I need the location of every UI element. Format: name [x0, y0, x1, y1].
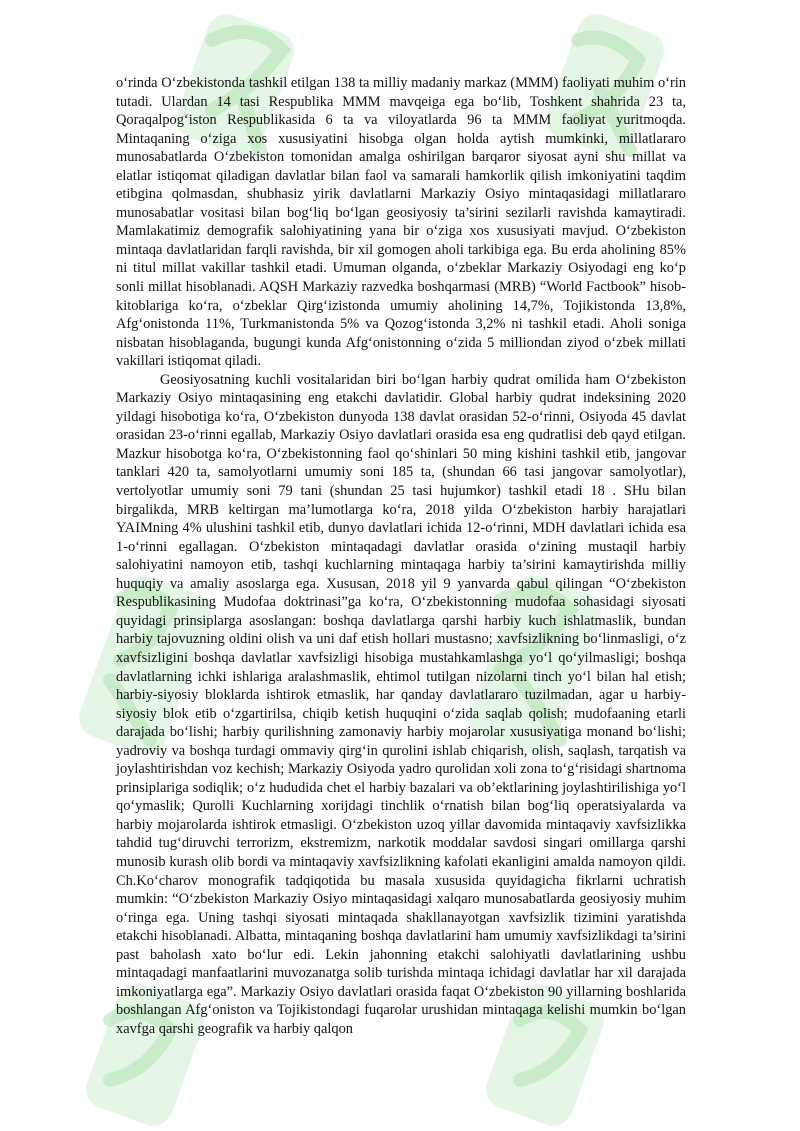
document-body	[116, 74, 686, 1038]
paragraph-2: Geosiyosatning kuchli vositalaridan biri bo‘lgan harbiy qudrat omilida ham O‘zbekiston Markaziy Osiyo mintaqasining eng etakchi davlatidir. Global harbiy qudrat indeksining 2020 yildagi hisobotiga ko‘ra, O‘zbekiston dunyoda 138 davlat orasidan 52-o‘rinni, Osiyoda 45 davlat orasidan 23-o‘rinni egallab, Markaziy Osiyo davlatlari orasida esa eng qudratlisi deb qayd etilgan. Mazkur hisobotga ko‘ra, O‘zbekistonning faol qo‘shinlari 50 ming kishini tashkil etib, jangovar tanklari 420 ta, samolyotlarni umumiy soni 185 ta, (shundan 66 tasi jangovar samolyotlar), vertolyotlar umumiy soni 79 tani (shundan 25 tasi hujumkor) tashkil etadi 18 . SHu bilan birgalikda, MRB keltirgan ma’lumotlarga ko‘ra, 2018 yilda O‘zbekiston harbiy harajatlari YAIMning 4% ulushini tashkil etib, dunyo davlatlari ichida 12-o‘rinni, MDH davlatlari ichida esa 1-o‘rinni egallagan. O‘zbekiston mintaqadagi davlatlar orasida o‘zining mustaqil harbiy salohiyatini namoyon etib, tashqi kuchlarning mintaqaga harbiy ta’sirini kamaytirishda milliy huquqiy va amaliy asoslarga ega. Xususan, 2018 yil 9 yanvarda qabul qilingan “O‘zbekiston Respublikasining Mudofaa doktrinasi”ga ko‘ra, O‘zbekistonning mudofaa sohasidagi siyosati quyidagi prinsiplarga asoslangan: boshqa davlatlarga qarshi harbiy kuch ishlatmaslik, bundan harbiy tajovuzning oldini olish va uni daf etish hollari mustasno; xavfsizlikning bo‘linmasligi, o‘z xavfsizligini boshqa davlatlar xavfsizligi hisobiga mustahkamlashga yo‘l qo‘yilmasligi; boshqa davlatlarning ichki ishlariga aralashmaslik, ehtimol tutilgan nizolarni tinch yo‘l bilan hal etish; harbiy-siyosiy bloklarda ishtirok etmaslik, har qanday davlatlararo tuzilmadan, agar u harbiy-siyosiy blok etib o‘zgartirilsa, chiqib ketish huquqini o‘zida saqlab qolish; mudofaaning etarli darajada bo‘lishi; harbiy qurilishning zamonaviy harbiy mojarolar xususiyatiga monand bo‘lishi; yadroviy va boshqa turdagi ommaviy qirg‘in qurolini ishlab chiqarish, olish, saqlash, tarqatish va joylashtirishdan voz kechish; Markaziy Osiyoda yadro qurolidan xoli zona to‘g‘risidagi shartnoma prinsiplariga sodiqlik; o‘z hududida chet el harbiy bazalari va ob’ektlarining joylashtirilishiga yo‘l qo‘ymaslik; Qurolli Kuchlarning xorijdagi tinchlik o‘rnatish bilan bog‘liq operatsiyalarda va harbiy mojarolarda ishtirok etmasligi. O‘zbekiston uzoq yillar davomida mintaqaviy xavfsizlikka tahdid tug‘diruvchi terrorizm, ekstremizm, narkotik moddalar savdosi singari omillarga qarshi munosib kurash olib bordi va mintaqaviy xavfsizlikning kafolati ekanligini amalda namoyon qildi. Ch.Ko‘charov monografik tadqiqotida bu masala xususida quyidagicha fikrlarni uchratish mumkin: “O‘zbekiston Markaziy Osiyo mintaqasidagi xalqaro munosabatlarda geosiyosiy muhim o‘ringa ega. Uning tashqi siyosati mintaqada shakllanayotgan xavfsizlik tizimini yaratishda etakchi hisoblanadi. Albatta, mintaqaning boshqa davlatlarini ham umumiy xavfsizlikdagi ta’sirini past baholash xato bo‘lur edi. Lekin jahonning etakchi salohiyatli davlatlarining ushbu mintaqadagi manfaatlarini muvozanatga solib turishda mintaqa ichidagi davlatlar har xil darajada imkoniyatlarga ega”. Markaziy Osiyo davlatlari orasida faqat O‘zbekiston 90 yillarning boshlarida boshlangan Afg‘oniston va Tojikistondagi fuqarolar urushidan mintaqaga kelishi mumkin bo‘lgan xavfga qarshi geografik va harbiy qalqon	[116, 371, 686, 1037]
paragraph-1: o‘rinda O‘zbekistonda tashkil etilgan 138 ta milliy madaniy markaz (MMM) faoliyati muhim o‘rin tutadi. Ulardan 14 tasi Respublika MMM mavqeiga ega bo‘lib, Toshkent shahrida 23 ta, Qoraqalpog‘iston Respublikasida 6 ta va viloyatlarda 96 ta MMM faoliyat yuritmoqda. Mintaqaning o‘ziga xos xususiyatini hisobga olgan holda aytish mumkinki, millatlararo munosabatlarda O‘zbekiston tomonidan amalga oshirilgan barqaror siyosat ayni shu millat va elatlar istiqomat qiladigan davlatlar bilan faol va samarali hamkorlik qilish imkoniyatini taqdim etibgina qolmasdan, shubhasiz yirik davlatlarni Markaziy Osiyo mintaqasidagi millatlararo munosabatlar vositasi bilan bog‘liq bo‘lgan geosiyosiy ta’sirini sezilarli ravishda kamaytiradi. Mamlakatimiz demografik salohiyatining yana bir o‘ziga xos xususiyati mavjud. O‘zbekiston mintaqa davlatlaridan farqli ravishda, bir xil gomogen aholi tarkibiga ega. Bu erda aholining 85% ni titul millat vakillar tashkil etadi. Umuman olganda, o‘zbeklar Markaziy Osiyodagi eng ko‘p sonli millat hisoblanadi. AQSH Markaziy razvedka boshqarmasi (MRB) “World Factbook” hisob-kitoblariga ko‘ra, o‘zbeklar Qirg‘izistonda umumiy aholining 14,7%, Tojikistonda 13,8%, Afg‘onistonda 11%, Turkmanistonda 5% va Qozog‘istonda 3,2% ni tashkil etadi. Aholi soniga nisbatan hisoblaganda, bugungi kunda Afg‘onistonning o‘zida 5 milliondan ziyod o‘zbek millati vakillari istiqomat qiladi.	[116, 75, 686, 370]
